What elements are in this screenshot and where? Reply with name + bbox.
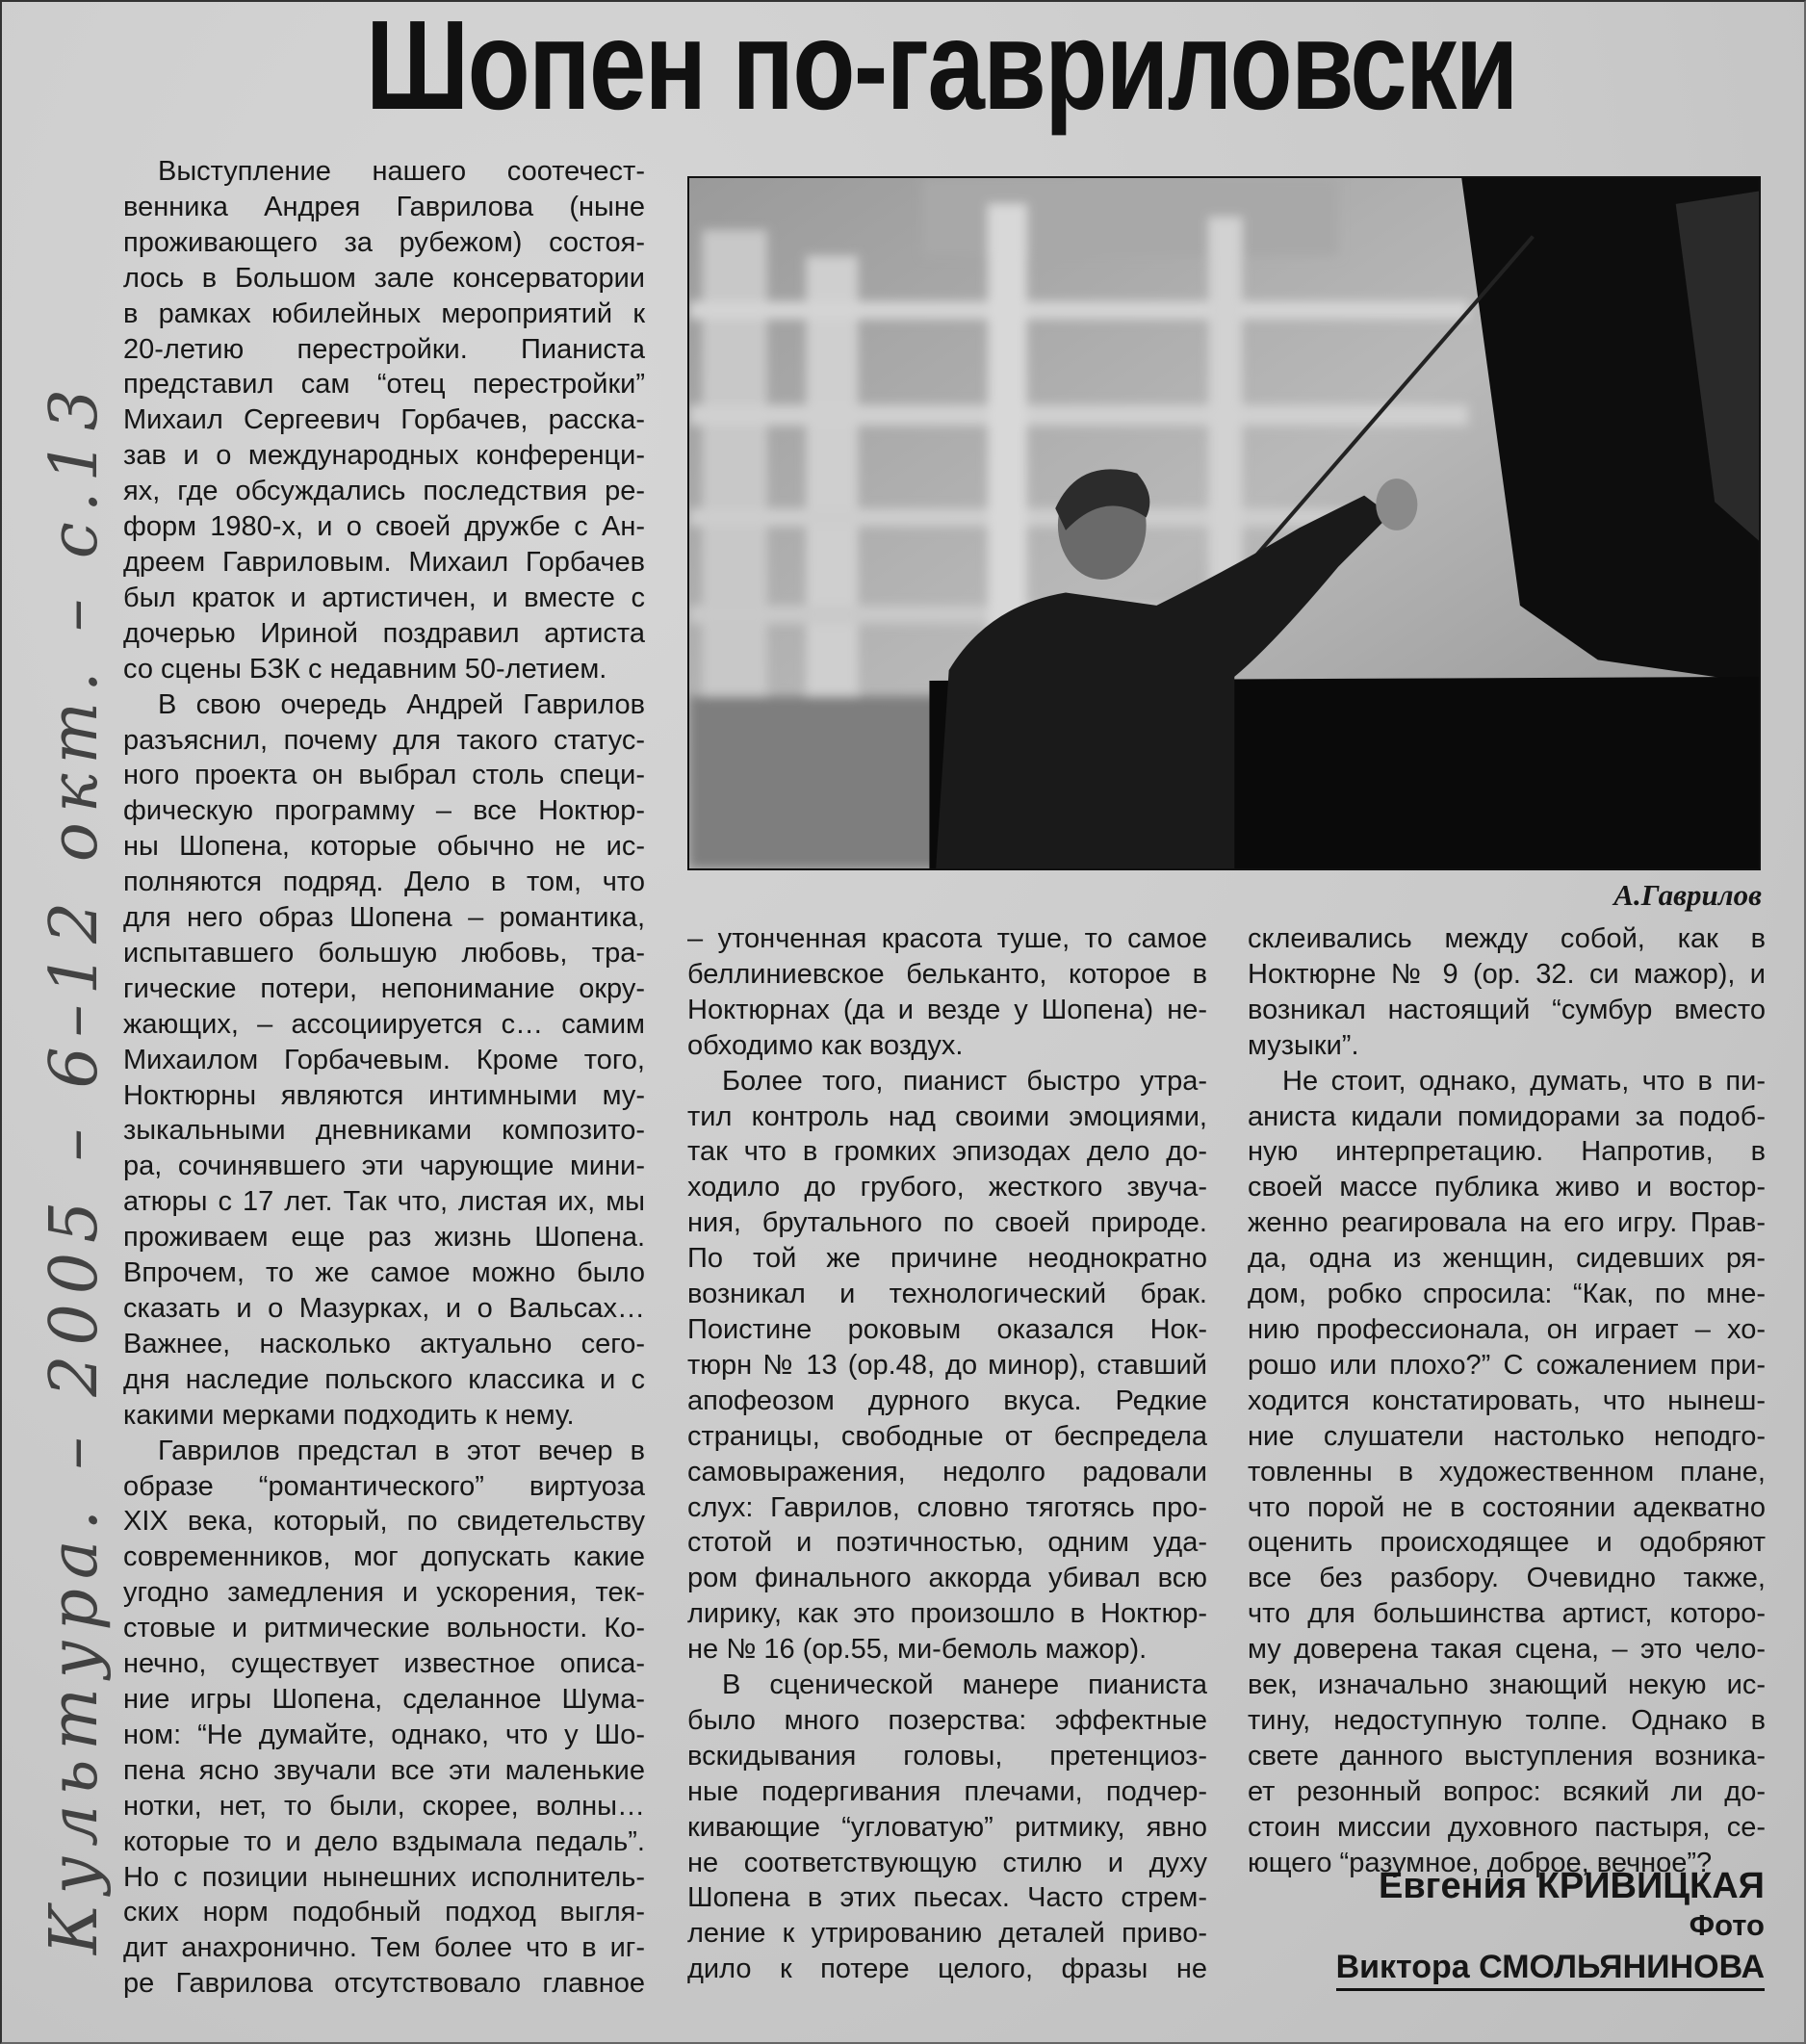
- text-line: которые то и дело вздымала педаль”.: [123, 1825, 645, 1857]
- text-line: ную интерпретацию. Напротив, в: [1248, 1136, 1766, 1168]
- text-line: представил сам “отец перестройки”: [123, 369, 645, 401]
- text-line: Более того, пианист быстро утра-: [722, 1065, 1207, 1097]
- paragraph: [687, 1064, 1207, 1668]
- photo-caption: А.Гаврилов: [1613, 878, 1762, 912]
- text-line: тил контроль над своими эмоциями,: [687, 1100, 1207, 1132]
- text-line: да, одна из женщин, сидевших ря-: [1248, 1243, 1766, 1275]
- photographer-name: Виктора СМОЛЬЯНИНОВА: [1336, 1949, 1765, 1991]
- text-line: слух: Гаврилов, словно тяготясь про-: [687, 1491, 1207, 1523]
- article-photo: [687, 176, 1761, 870]
- text-line: кивающие “угловатую” ритмику, явно: [687, 1811, 1207, 1843]
- text-line: му доверена такая сцена, – это чело-: [1248, 1634, 1766, 1666]
- text-line: товленны в художественном плане,: [1248, 1456, 1766, 1488]
- text-line: ях, где обсуждались последствия ре-: [123, 476, 645, 507]
- article-column-1: [123, 154, 645, 2002]
- paragraph: [687, 921, 1207, 1064]
- headline: Шопен по-гавриловски: [366, 0, 1517, 136]
- text-line: что порой не в состоянии адекватно: [1248, 1491, 1766, 1523]
- text-line: было много позерства: эффектные: [687, 1704, 1207, 1736]
- text-line: какими мерками подходить к нему.: [123, 1399, 575, 1431]
- text-line: гические потери, непонимание окру-: [123, 972, 645, 1004]
- text-line: своей массе публика живо и востор-: [1248, 1172, 1766, 1203]
- text-line: разъяснил, почему для такого статус-: [123, 724, 645, 756]
- article-column-3: [1248, 921, 1766, 1880]
- text-line: стоин миссии духовного пастыря, се-: [1248, 1811, 1766, 1843]
- text-line: Михаилом Горбачевым. Кроме того,: [123, 1044, 645, 1075]
- text-line: дочерью Ириной поздравил артиста: [123, 617, 645, 649]
- text-line: лось в Большом зале консерватории: [123, 262, 645, 294]
- text-line: ет резонный вопрос: всякий ли до-: [1248, 1775, 1766, 1807]
- text-line: современников, мог допускать какие: [123, 1541, 645, 1573]
- text-line: Впрочем, то же самое можно было: [123, 1257, 645, 1289]
- text-line: Ноктюрне № 9 (ор. 32. си мажор), и: [1248, 958, 1766, 990]
- paragraph: [123, 1434, 645, 2003]
- text-line: стовые и ритмические вольности. Ко-: [123, 1613, 645, 1644]
- text-line: По той же причине неоднократно: [687, 1243, 1207, 1275]
- text-line: век, изначально знающий некую ис-: [1248, 1669, 1766, 1701]
- text-line: обходимо как воздух.: [687, 1029, 964, 1061]
- text-line: так что в громких эпизодах дело до-: [687, 1136, 1207, 1168]
- text-line: свете данного выступления возника-: [1248, 1740, 1766, 1772]
- text-line: Важнее, насколько актуально сего-: [123, 1328, 645, 1359]
- text-line: жающих, – ассоциируется с… самим: [123, 1008, 645, 1040]
- paragraph: [123, 154, 645, 687]
- author-name: Евгения КРИВИЦКАЯ: [1378, 1866, 1765, 1906]
- text-line: венника Андрея Гаврилова (ныне: [123, 191, 645, 222]
- text-line: испытавшего большую любовь, тра-: [123, 937, 645, 969]
- pianist-photo-illustration: [689, 178, 1759, 868]
- text-line: страницы, свободные от беспредела: [687, 1420, 1207, 1452]
- text-line: ром финального аккорда убивал всю: [687, 1563, 1207, 1594]
- text-line: нию профессионала, он играет – хо-: [1248, 1313, 1766, 1345]
- text-line: зав и о международных конференци-: [123, 440, 645, 472]
- text-line: дня наследие польского классика и с: [123, 1363, 645, 1395]
- text-line: не № 16 (ор.55, ми-бемоль мажор).: [687, 1634, 1148, 1666]
- text-line: ния, брутального по своей природе.: [687, 1207, 1207, 1239]
- text-line: тину, недоступную толпе. Однако в: [1248, 1704, 1766, 1736]
- text-line: атюры с 17 лет. Так что, листая их, мы: [123, 1186, 645, 1218]
- text-line: XIX века, который, по свидетельству: [123, 1506, 645, 1538]
- text-line: сказать и о Мазурках, и о Вальсах…: [123, 1293, 645, 1324]
- text-line: со сцены БЗК с недавним 50-летием.: [123, 653, 607, 685]
- text-line: Но с позиции нынешних исполнитель-: [123, 1861, 645, 1893]
- text-line: Ноктюрнах (да и везде у Шопена) не-: [687, 994, 1207, 1025]
- text-line: угодно замедления и ускорения, тек-: [123, 1577, 645, 1609]
- text-line: не соответствующую стилю и духу: [687, 1847, 1207, 1878]
- text-line: для него образ Шопена – романтика,: [123, 902, 645, 934]
- text-line: Не стоит, однако, думать, что в пи-: [1282, 1065, 1766, 1097]
- paragraph: [123, 687, 645, 1434]
- text-line: рошо или плохо?” С сожалением при-: [1248, 1349, 1766, 1381]
- text-line: образе “романтического” виртуоза: [123, 1470, 645, 1502]
- text-line: Ноктюрны являются интимными му-: [123, 1079, 645, 1111]
- text-line: ра, сочинявшего эти чарующие мини-: [123, 1151, 645, 1182]
- text-line: музыки”.: [1248, 1029, 1359, 1061]
- text-line: проживающего за рубежом) состоя-: [123, 226, 645, 258]
- handwritten-source-note: Культура. – 2005 – 6–12 окт. – с.13: [37, 378, 113, 1954]
- text-line: самовыражения, недолго радовали: [687, 1456, 1207, 1488]
- text-line: аниста кидали помидорами за подоб-: [1248, 1100, 1766, 1132]
- text-line: что для большинства артист, которо-: [1248, 1598, 1766, 1630]
- text-line: беллиниевское бельканто, которое в: [687, 958, 1207, 990]
- text-line: ном: “Не думайте, однако, что у Шо-: [123, 1719, 645, 1750]
- text-line: дом, робко спросила: “Как, по мне-: [1248, 1279, 1766, 1310]
- paragraph: [687, 1668, 1207, 1987]
- text-line: ре Гаврилова отсутствовало главное: [123, 1968, 645, 2000]
- text-line: Михаил Сергеевич Горбачев, расска-: [123, 404, 645, 436]
- text-line: – утонченная красота туше, то самое: [687, 923, 1207, 954]
- text-line: ние слушатели настолько неподго-: [1248, 1420, 1766, 1452]
- text-line: возникал и технологический брак.: [687, 1279, 1207, 1310]
- text-line: пена ясно звучали все эти маленькие: [123, 1754, 645, 1786]
- text-line: стотой и поэтичностью, одним уда-: [687, 1527, 1207, 1559]
- text-line: нечно, существует известное описа-: [123, 1648, 645, 1680]
- text-line: ние игры Шопена, сделанное Шума-: [123, 1683, 645, 1715]
- text-line: ских норм подобный подход выгля-: [123, 1897, 645, 1928]
- text-line: ходится констатировать, что нынеш-: [1248, 1384, 1766, 1416]
- text-line: вскидывания головы, претенциоз-: [687, 1740, 1207, 1772]
- text-line: ные подергивания плечами, подчер-: [687, 1775, 1207, 1807]
- text-line: Выступление нашего соотечест-: [158, 156, 645, 187]
- text-line: все без разбору. Очевидно также,: [1248, 1563, 1766, 1594]
- text-line: в рамках юбилейных мероприятий к: [123, 298, 645, 329]
- text-line: был краток и артистичен, и вместе с: [123, 582, 645, 613]
- text-line: проживаем еще раз жизнь Шопена.: [123, 1222, 645, 1254]
- text-line: полняются подряд. Дело в том, что: [123, 867, 645, 898]
- text-line: оценить происходящее и одобряют: [1248, 1527, 1766, 1559]
- text-line: ного проекта он выбрал столь специ-: [123, 760, 645, 791]
- text-line: ющего “разумное, доброе, вечное”?: [1248, 1847, 1713, 1878]
- pianist-hand: [1376, 479, 1417, 530]
- text-line: 20-летию перестройки. Пианиста: [123, 333, 645, 365]
- text-line: ны Шопена, которые обычно не ис-: [123, 831, 645, 863]
- text-line: В сценической манере пианиста: [722, 1669, 1207, 1701]
- text-line: зыкальными дневниками композито-: [123, 1115, 645, 1147]
- text-line: ление к утрированию деталей приво-: [687, 1918, 1207, 1950]
- text-line: возникал настоящий “сумбур вместо: [1248, 994, 1766, 1025]
- text-line: женно реагировала на его игру. Прав-: [1248, 1207, 1766, 1239]
- text-line: нотки, нет, то были, скорее, волны…: [123, 1790, 645, 1822]
- text-line: Гаврилов предстал в этот вечер в: [158, 1435, 645, 1466]
- text-line: лирику, как это произошло в Ноктюр-: [687, 1598, 1207, 1630]
- text-line: В свою очередь Андрей Гаврилов: [158, 688, 645, 720]
- text-line: форм 1980-х, и о своей дружбе с Ан-: [123, 511, 645, 543]
- text-line: апофеозом дурного вкуса. Редкие: [687, 1384, 1207, 1416]
- paragraph: [1248, 1064, 1766, 1881]
- text-line: Поистине роковым оказался Нок-: [687, 1313, 1207, 1345]
- text-line: ходило до грубого, жесткого звуча-: [687, 1172, 1207, 1203]
- text-line: склеивались между собой, как в: [1248, 923, 1766, 954]
- text-line: фическую программу – все Ноктюр-: [123, 795, 645, 827]
- article-column-2: [687, 921, 1207, 1987]
- photo-credit-label: Фото: [1689, 1908, 1765, 1942]
- text-line: Шопена в этих пьесах. Часто стрем-: [687, 1882, 1207, 1914]
- paragraph: [1248, 921, 1766, 1064]
- text-line: дит анахронично. Тем более что в иг-: [123, 1932, 645, 1964]
- text-line: тюрн № 13 (ор.48, до минор), ставший: [687, 1349, 1207, 1381]
- text-line: дило к потере целого, фразы не: [687, 1953, 1207, 1985]
- text-line: дреем Гавриловым. Михаил Горбачев: [123, 546, 645, 578]
